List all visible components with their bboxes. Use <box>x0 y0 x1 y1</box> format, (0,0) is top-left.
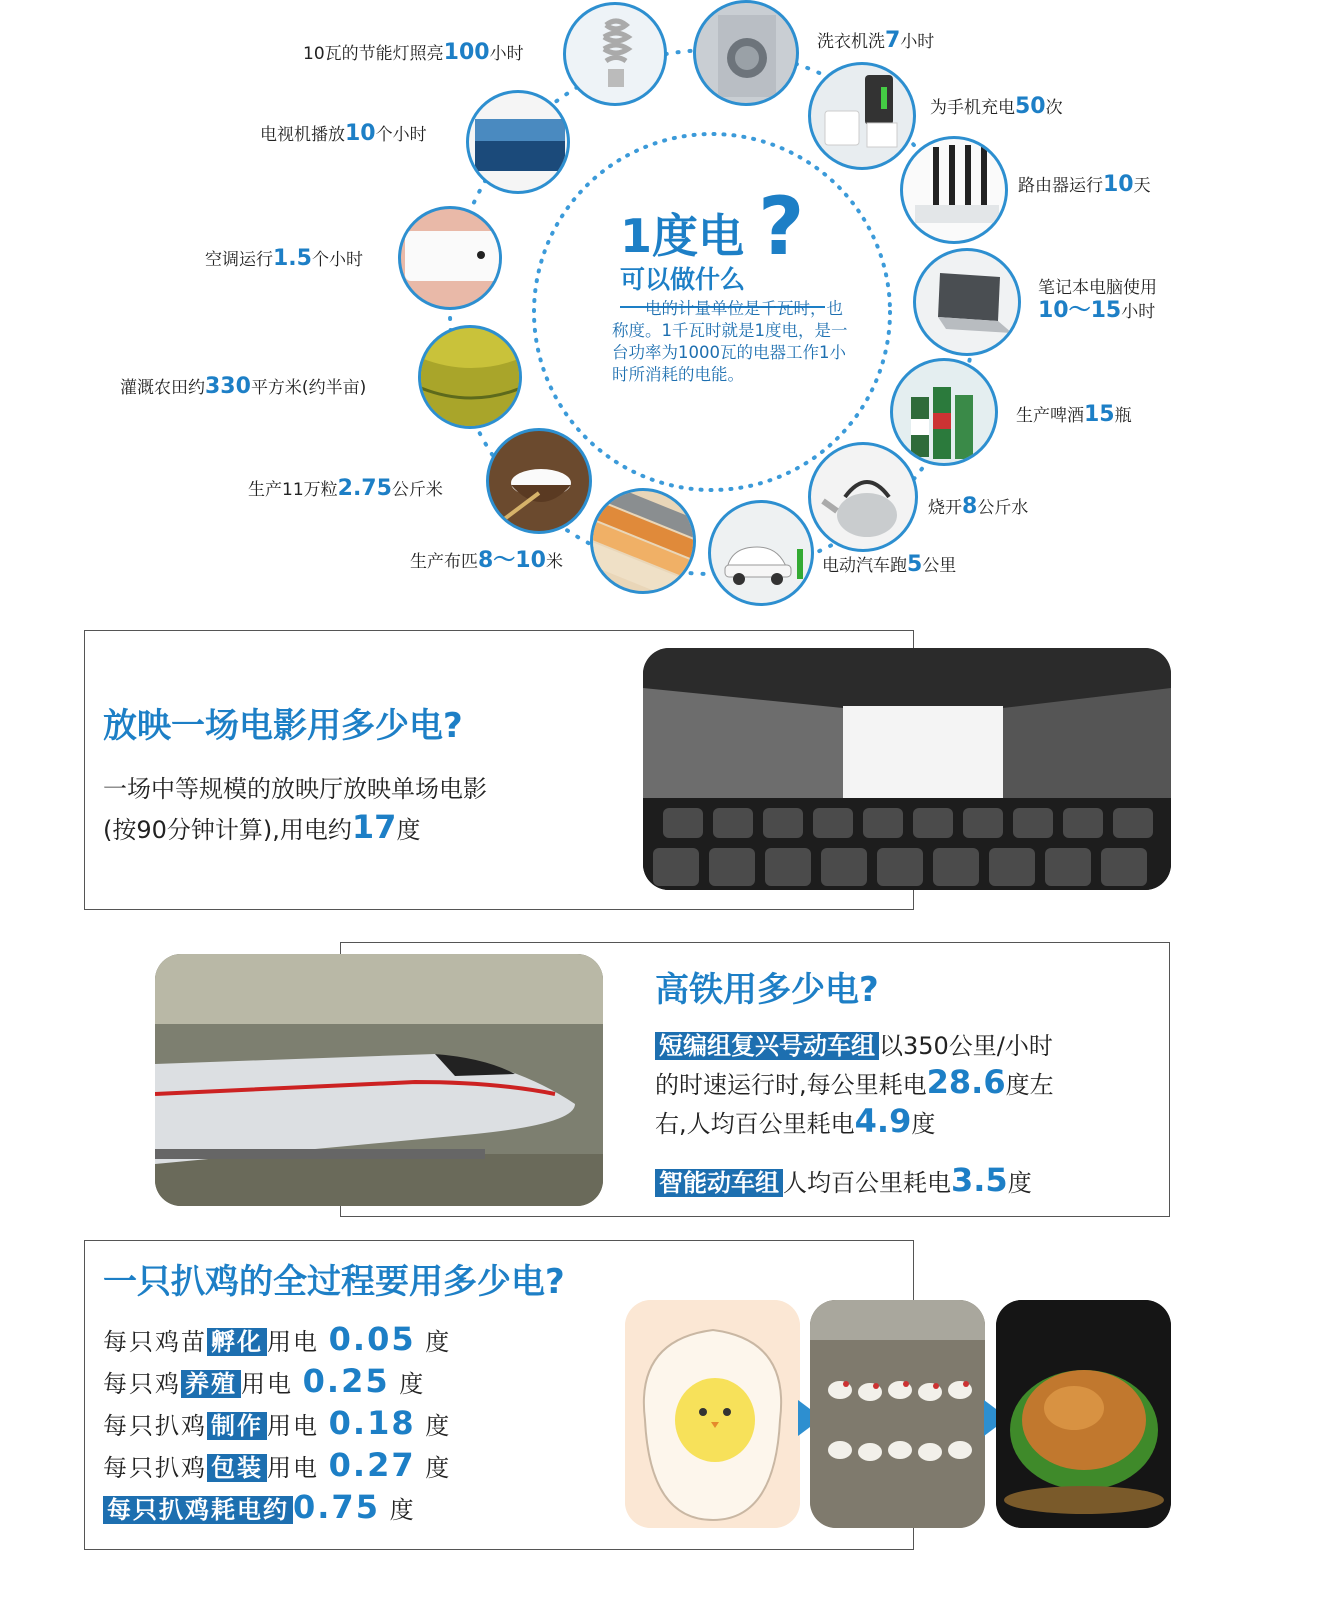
item-label-ev: 电动汽车跑5公里 <box>822 552 957 577</box>
chicken-row-total: 每只扒鸡耗电约 0.75 度 <box>103 1488 416 1526</box>
item-label-tv: 电视机播放10个小时 <box>260 121 427 146</box>
train-text: 短编组复兴号动车组 以350公里/小时 的时速运行时,每公里耗电28.6度左 右,人均百公里耗电4.9度 智能动车组 人均百公里耗电3.5度 <box>655 1032 1054 1199</box>
chicken-row-packaging: 每只扒鸡 包装 用电 0.27 度 <box>103 1446 452 1484</box>
chicken-title: 一只扒鸡的全过程要用多少电? <box>103 1262 565 1302</box>
chicken-row-making: 每只扒鸡 制作 用电 0.18 度 <box>103 1404 452 1442</box>
electric-car-photo <box>708 500 814 606</box>
cfl-bulb-photo <box>563 2 667 106</box>
chicken-farm-photo <box>810 1300 985 1528</box>
item-label-cfl: 10瓦的节能灯照亮100小时 <box>303 40 524 65</box>
item-label-router: 路由器运行10天 <box>1018 172 1151 197</box>
washing-machine-photo <box>693 0 799 106</box>
movie-text: 一场中等规模的放映厅放映单场电影 (按90分钟计算),用电约17度 <box>103 775 487 846</box>
item-label-farmland: 灌溉农田约330平方米(约半亩) <box>120 374 367 399</box>
item-label-phone: 为手机充电50次 <box>930 94 1063 119</box>
item-label-beer: 生产啤酒15瓶 <box>1016 402 1132 427</box>
bullet-train-photo <box>155 954 603 1206</box>
kettle-photo <box>808 442 918 552</box>
chick-cartoon-image <box>625 1300 800 1528</box>
laptop-photo <box>913 248 1021 356</box>
item-label-washer: 洗衣机洗7小时 <box>817 28 935 53</box>
television-photo <box>466 90 570 194</box>
phone-charging-photo <box>808 62 916 170</box>
braised-chicken-photo <box>996 1300 1171 1528</box>
one-kwh-infographic <box>0 0 1317 630</box>
chicken-row-breeding: 每只鸡 养殖 用电 0.25 度 <box>103 1362 426 1400</box>
beer-bottles-photo <box>890 358 998 466</box>
center-title: 1度电 ? 可以做什么 <box>620 200 825 308</box>
center-description: 电的计量单位是千瓦时，也称度。1千瓦时就是1度电，是一台功率为1000瓦的电器工作1小时所消耗的电能。 <box>612 299 848 384</box>
movie-title: 放映一场电影用多少电? <box>103 706 463 746</box>
router-photo <box>900 136 1008 244</box>
item-label-fabric: 生产布匹8～10米 <box>410 548 563 573</box>
item-label-ac: 空调运行1.5个小时 <box>205 246 363 271</box>
item-label-kettle: 烧开8公斤水 <box>928 494 1029 519</box>
cinema-photo <box>643 648 1171 890</box>
farmland-photo <box>418 325 522 429</box>
item-label-rice: 生产11万粒2.75公斤米 <box>248 476 443 501</box>
item-label-laptop: 笔记本电脑使用 10～15小时 <box>1038 278 1157 324</box>
air-conditioner-photo <box>398 206 502 310</box>
fabric-photo <box>590 488 696 594</box>
train-title: 高铁用多少电? <box>655 970 879 1010</box>
chicken-row-hatching: 每只鸡苗 孵化 用电 0.05 度 <box>103 1320 452 1358</box>
rice-bowl-photo <box>486 428 592 534</box>
